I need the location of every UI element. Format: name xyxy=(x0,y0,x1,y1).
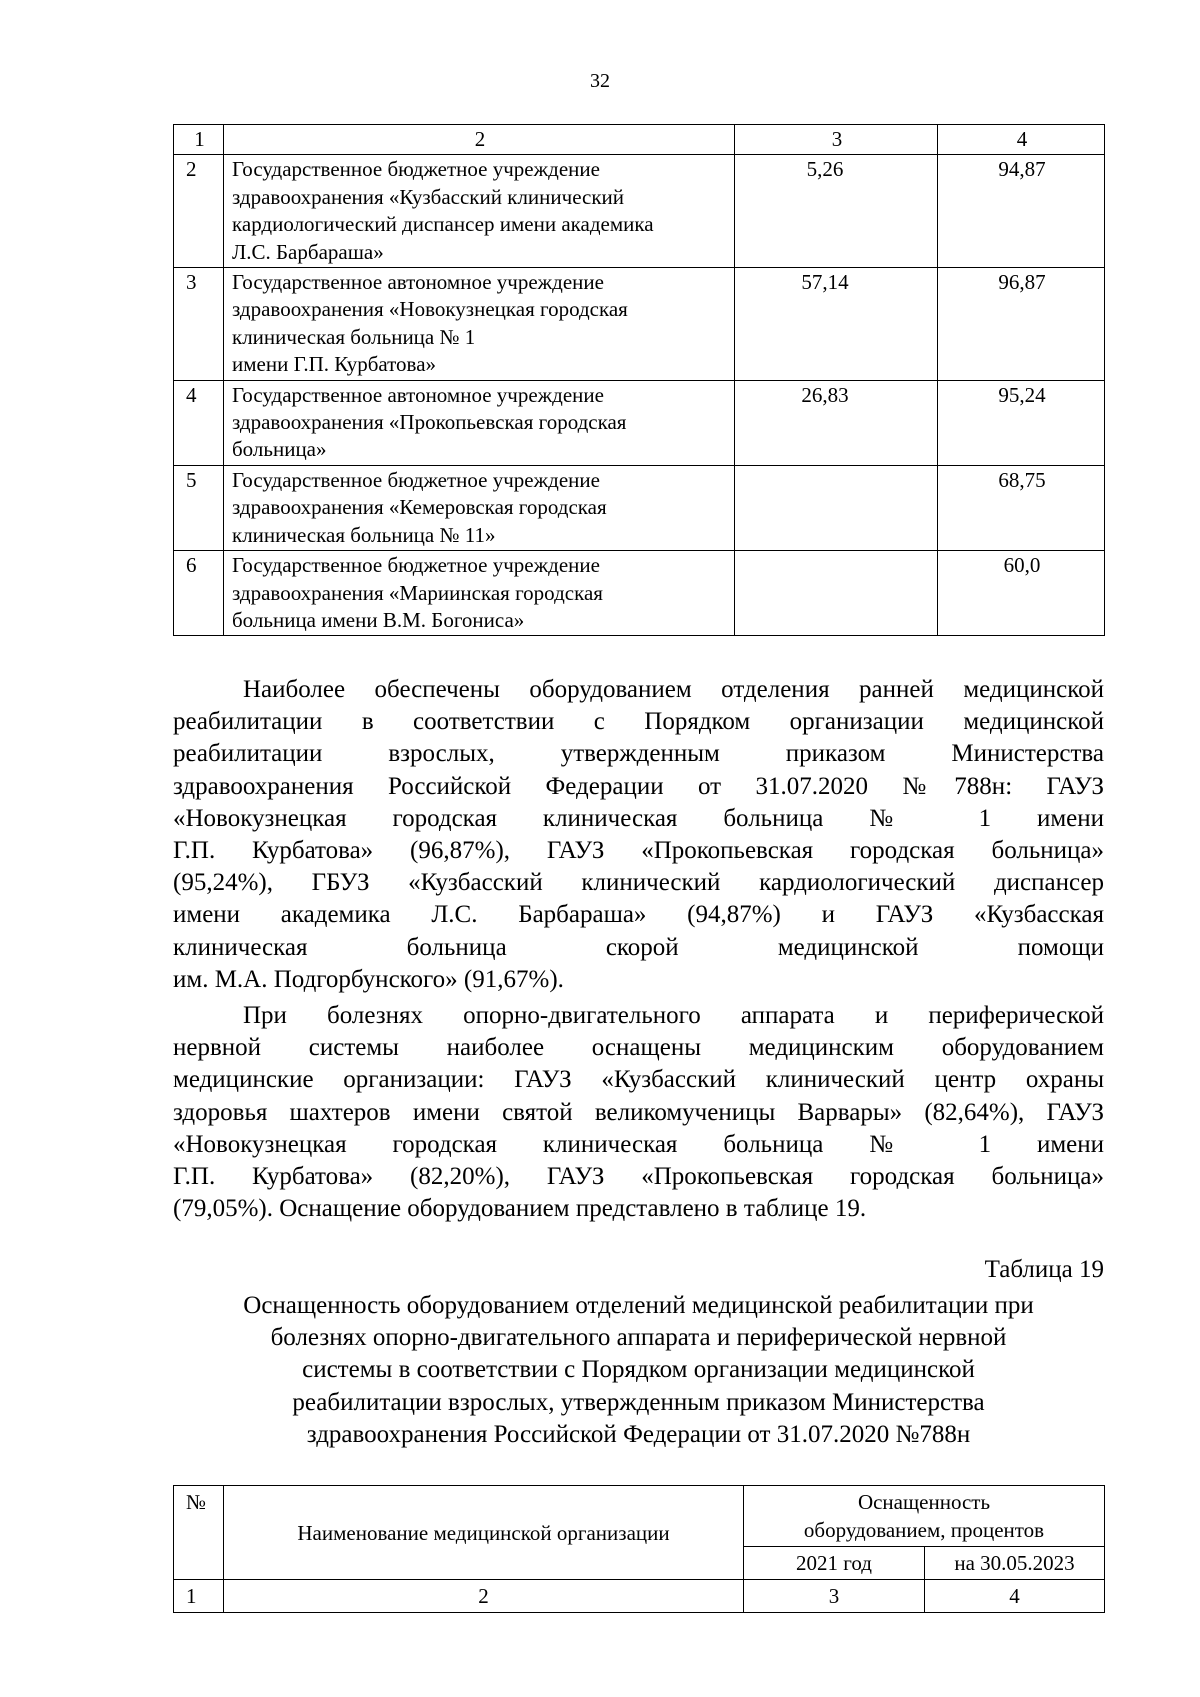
organization-name xyxy=(224,380,735,465)
table-number-label: Таблица 19 xyxy=(984,1256,1104,1283)
paragraph-line: здравоохранения Российской Федерации от 31.07.2020 №788н: ГАУЗ xyxy=(173,772,1104,800)
paragraph-line: реабилитации взрослых, утвержденным приказом Министерства xyxy=(173,740,1104,768)
organization-name-line: больница имени В.М. Богониса» xyxy=(232,607,525,632)
row-number: 4 xyxy=(174,380,224,465)
page-number: 32 xyxy=(590,70,610,92)
equipment-table-19 xyxy=(173,1485,1105,1613)
organization-name-line: здравоохранения «Кемеровская городская xyxy=(232,495,607,520)
equipment-table-continued xyxy=(173,124,1105,636)
paragraph-line: При болезнях опорно-двигательного аппарата и периферической xyxy=(243,1002,1104,1029)
organization-name-line: Государственное бюджетное учреждение xyxy=(232,467,600,492)
value-2021 xyxy=(735,551,938,636)
organization-name-line: Государственное автономное учреждение xyxy=(232,382,604,407)
header-number: № xyxy=(174,1486,224,1580)
paragraph-line: «Новокузнецкая городская клиническая больница № 1 имени xyxy=(173,804,1104,832)
table-row xyxy=(174,465,1105,550)
column-index-1: 1 xyxy=(174,125,224,155)
value-2023: 96,87 xyxy=(938,268,1105,381)
paragraph-line: «Новокузнецкая городская клиническая больница № 1 имени xyxy=(173,1130,1104,1158)
organization-name-line: здравоохранения «Мариинская городская xyxy=(232,580,603,605)
organization-name xyxy=(224,155,735,268)
organization-name xyxy=(224,268,735,381)
table-caption xyxy=(173,1290,1104,1451)
value-2021 xyxy=(735,465,938,550)
paragraph-line: Г.П. Курбатова» (82,20%), ГАУЗ «Прокопьевская городская больница» xyxy=(173,1162,1104,1190)
row-number: 6 xyxy=(174,551,224,636)
paragraph-line: здоровья шахтеров имени святой великомученицы Варвары» (82,64%), ГАУЗ xyxy=(173,1098,1104,1126)
caption-line: реабилитации взрослых, утвержденным приказом Министерства xyxy=(292,1388,985,1416)
value-2023: 68,75 xyxy=(938,465,1105,550)
table-row xyxy=(174,380,1105,465)
header-organization-name: Наименование медицинской организации xyxy=(224,1486,744,1580)
organization-name-line: клиническая больница № 1 xyxy=(232,324,476,349)
paragraph-line: клиническая больница скорой медицинской помощи xyxy=(173,933,1104,961)
value-2021: 57,14 xyxy=(735,268,938,381)
caption-line: системы в соответствии с Порядком организации медицинской xyxy=(302,1356,975,1384)
column-index-3: 3 xyxy=(744,1580,925,1613)
paragraph-line: реабилитации в соответствии с Порядком организации медицинской xyxy=(173,708,1104,736)
table-row xyxy=(174,155,1105,268)
table-row xyxy=(174,551,1105,636)
paragraph-line: им. М.А. Подгорбунского» (91,67%). xyxy=(173,965,564,993)
row-number: 2 xyxy=(174,155,224,268)
paragraph-line: медицинские организации: ГАУЗ «Кузбасский клинический центр охраны xyxy=(173,1066,1104,1094)
paragraph-line: Наиболее обеспечены оборудованием отделения ранней медицинской xyxy=(243,676,1104,703)
organization-name-line: здравоохранения «Новокузнецкая городская xyxy=(232,297,628,322)
table-header-row xyxy=(174,1486,1105,1547)
column-index-4: 4 xyxy=(938,125,1105,155)
value-2021: 5,26 xyxy=(735,155,938,268)
organization-name-line: имени Г.П. Курбатова» xyxy=(232,352,437,377)
table-row xyxy=(174,268,1105,381)
value-2021: 26,83 xyxy=(735,380,938,465)
organization-name-line: Государственное автономное учреждение xyxy=(232,270,604,295)
value-2023: 94,87 xyxy=(938,155,1105,268)
organization-name-line: Л.С. Барбараша» xyxy=(232,239,384,264)
organization-name xyxy=(224,465,735,550)
organization-name-line: клиническая больница № 11» xyxy=(232,522,496,547)
organization-name-line: больница» xyxy=(232,437,327,462)
column-index-4: 4 xyxy=(925,1580,1105,1613)
paragraph-line: (79,05%). Оснащение оборудованием представлено в таблице 19. xyxy=(173,1195,867,1223)
paragraph-line: нервной системы наиболее оснащены медицинским оборудованием xyxy=(173,1034,1104,1062)
caption-line: Оснащенность оборудованием отделений медицинской реабилитации при xyxy=(243,1292,1034,1319)
caption-line: болезнях опорно-двигательного аппарата и периферической нервной xyxy=(270,1324,1007,1352)
header-equipment-line-1: Оснащенность xyxy=(857,1490,991,1514)
column-index-1: 1 xyxy=(174,1580,224,1613)
row-number: 3 xyxy=(174,268,224,381)
paragraph-line: имени академика Л.С. Барбараша» (94,87%) и ГАУЗ «Кузбасская xyxy=(173,901,1104,929)
paragraph-musculoskeletal xyxy=(173,1000,1104,1225)
paragraph-line: Г.П. Курбатова» (96,87%), ГАУЗ «Прокопьевская городская больница» xyxy=(173,836,1104,864)
organization-name-line: кардиологический диспансер имени академика xyxy=(232,212,654,237)
organization-name-line: Государственное бюджетное учреждение xyxy=(232,157,600,182)
organization-name xyxy=(224,551,735,636)
caption-line: здравоохранения Российской Федерации от 31.07.2020 №788н xyxy=(306,1420,971,1448)
column-index-3: 3 xyxy=(735,125,938,155)
paragraph-early-rehabilitation xyxy=(173,674,1104,996)
organization-name-line: Государственное бюджетное учреждение xyxy=(232,553,600,578)
column-index-2: 2 xyxy=(224,125,735,155)
header-equipment-percent xyxy=(744,1486,1105,1547)
row-number: 5 xyxy=(174,465,224,550)
paragraph-line: (95,24%), ГБУЗ «Кузбасский клинический кардиологический диспансер xyxy=(173,869,1104,897)
header-date-2023: на 30.05.2023 xyxy=(925,1547,1105,1580)
organization-name-line: здравоохранения «Прокопьевская городская xyxy=(232,410,627,435)
header-year-2021: 2021 год xyxy=(744,1547,925,1580)
value-2023: 60,0 xyxy=(938,551,1105,636)
column-index-2: 2 xyxy=(224,1580,744,1613)
table-index-row xyxy=(174,1580,1105,1613)
header-equipment-line-2: оборудованием, процентов xyxy=(803,1518,1045,1542)
table-index-row xyxy=(174,125,1105,155)
organization-name-line: здравоохранения «Кузбасский клинический xyxy=(232,184,625,209)
value-2023: 95,24 xyxy=(938,380,1105,465)
